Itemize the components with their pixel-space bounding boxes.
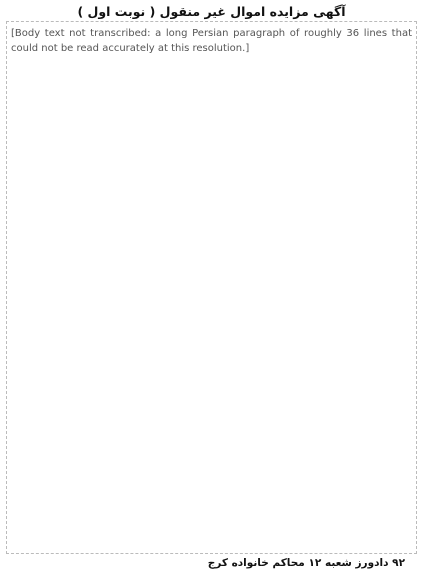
notice-title: آگهی مزایده اموال غیر منقول ( نوبت اول ) — [77, 4, 346, 19]
notice-body: [Body text not transcribed: a long Persian paragraph of roughly 36 lines that could not be read accurately at this resolution.] — [6, 21, 417, 554]
notice-signature: ۹۲ دادورز شعبه ۱۲ محاکم خانواده کرج — [207, 557, 405, 569]
